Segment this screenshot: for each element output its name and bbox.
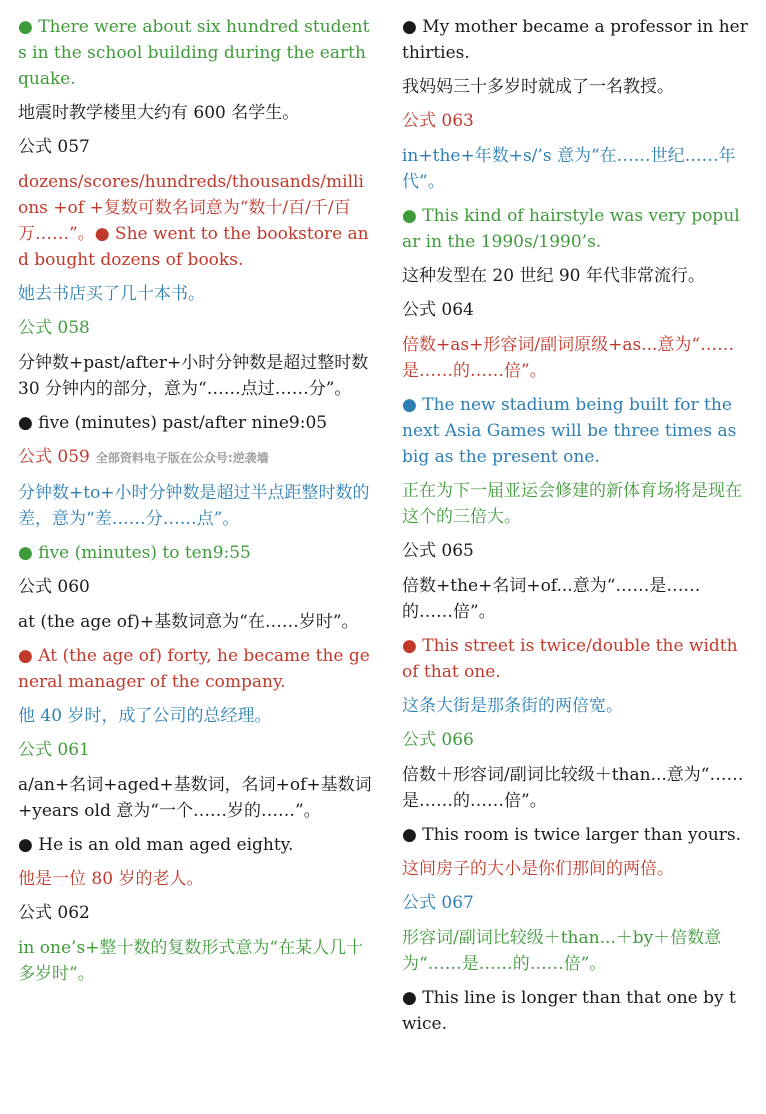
paragraph [402, 332, 748, 384]
paragraph [18, 935, 374, 987]
paragraph-text: 倍数+as+形容词/副词原级+as...意为“……是……的……倍”。 [402, 335, 735, 381]
paragraph-text: ● At (the age of) forty, he became the general manager of the company. [18, 646, 370, 692]
paragraph-text: 倍数＋形容词/副词比较级＋than...意为“……是……的……倍”。 [402, 765, 744, 811]
paragraph [18, 772, 374, 824]
paragraph [18, 169, 374, 273]
paragraph-text: 他是一位 80 岁的老人。 [18, 869, 204, 889]
paragraph-text: 形容词/副词比较级＋than...＋by＋倍数意为“……是……的……倍”。 [402, 928, 722, 974]
paragraph [402, 74, 748, 100]
paragraph-text: 正在为下一届亚运会修建的新体育场将是现在这个的三倍大。 [402, 481, 742, 527]
formula-number: 公式 057 [18, 137, 90, 157]
formula-heading [18, 134, 374, 160]
paragraph [402, 856, 748, 882]
paragraph [402, 14, 748, 66]
paragraph [18, 540, 374, 566]
paragraph-text: 分钟数+to+小时分钟数是超过半点距整时数的差，意为“差……分……点”。 [18, 483, 370, 529]
paragraph [18, 14, 374, 92]
paragraph-text: ● The new stadium being built for the next Asia Games will be three times as big as the present one. [402, 395, 737, 467]
paragraph [18, 609, 374, 635]
paragraph-text: ● My mother became a professor in her thirties. [402, 17, 748, 63]
formula-heading [402, 108, 748, 134]
formula-number: 公式 062 [18, 903, 90, 923]
formula-heading [402, 890, 748, 916]
right-column [402, 14, 748, 1045]
paragraph [18, 643, 374, 695]
paragraph [402, 143, 748, 195]
formula-heading [18, 900, 374, 926]
paragraph-text: ● This room is twice larger than yours. [402, 825, 742, 845]
paragraph-text: in+the+年数+s/’s 意为“在……世纪……年代”。 [402, 146, 736, 192]
paragraph-text: ● He is an old man aged eighty. [18, 835, 294, 855]
paragraph [18, 410, 374, 436]
paragraph-text: ● There were about six hundred students in the school building during the earthquake. [18, 17, 370, 89]
paragraph [402, 693, 748, 719]
paragraph [18, 866, 374, 892]
paragraph-text: ● This kind of hairstyle was very popular in the 1990s/1990’s. [402, 206, 740, 252]
formula-heading [402, 538, 748, 564]
formula-number: 公式 058 [18, 318, 90, 338]
paragraph [402, 203, 748, 255]
paragraph [402, 762, 748, 814]
paragraph [402, 822, 748, 848]
formula-number: 公式 065 [402, 541, 474, 561]
formula-heading [18, 574, 374, 600]
watermark-text: 全部资料电子版在公众号:逆袭墙 [95, 451, 269, 465]
paragraph [402, 392, 748, 470]
paragraph-text: 倍数+the+名词+of...意为“……是……的……倍”。 [402, 576, 701, 622]
formula-number: 公式 066 [402, 730, 474, 750]
paragraph [402, 478, 748, 530]
paragraph-text: ● five (minutes) past/after nine9:05 [18, 413, 328, 433]
paragraph-text: a/an+名词+aged+基数词，名词+of+基数词+years old 意为“一个……岁的……”。 [18, 775, 372, 821]
paragraph [18, 100, 374, 126]
paragraph-text: 这条大街是那条街的两倍宽。 [402, 696, 623, 716]
paragraph [402, 985, 748, 1037]
paragraph [402, 633, 748, 685]
paragraph-text: 这种发型在 20 世纪 90 年代非常流行。 [402, 266, 705, 286]
paragraph-text: 他 40 岁时，成了公司的总经理。 [18, 706, 272, 726]
paragraph-text: ● This line is longer than that one by twice. [402, 988, 736, 1034]
formula-heading [18, 315, 374, 341]
paragraph [402, 263, 748, 289]
formula-heading [402, 297, 748, 323]
paragraph [18, 480, 374, 532]
formula-number: 公式 064 [402, 300, 474, 320]
paragraph-text: 这间房子的大小是你们那间的两倍。 [402, 859, 674, 879]
paragraph-text: in one’s+整十数的复数形式意为“在某人几十多岁时”。 [18, 938, 364, 984]
formula-heading [18, 444, 374, 471]
paragraph [402, 925, 748, 977]
paragraph [18, 350, 374, 402]
formula-number: 公式 060 [18, 577, 90, 597]
formula-number: 公式 063 [402, 111, 474, 131]
paragraph-text: 分钟数+past/after+小时分钟数是超过整时数 30 分钟内的部分，意为“……点过……分”。 [18, 353, 369, 399]
paragraph-text: 我妈妈三十多岁时就成了一名教授。 [402, 77, 674, 97]
formula-number: 公式 059 [18, 447, 90, 467]
formula-heading [402, 727, 748, 753]
paragraph [18, 832, 374, 858]
paragraph-text: at (the age of)+基数词意为“在……岁时”。 [18, 612, 359, 632]
paragraph [18, 281, 374, 307]
paragraph-text: 她去书店买了几十本书。 [18, 284, 205, 304]
paragraph-text: dozens/scores/hundreds/thousands/millions +of +复数可数名词意为“数十/百/千/百万……”。● She went to the bookstore and bought dozens of books. [18, 172, 369, 270]
left-column [18, 14, 374, 995]
paragraph [18, 703, 374, 729]
formula-number: 公式 061 [18, 740, 90, 760]
paragraph-text: ● This street is twice/double the width of that one. [402, 636, 738, 682]
formula-heading [18, 737, 374, 763]
paragraph-text: ● five (minutes) to ten9:55 [18, 543, 251, 563]
paragraph [402, 573, 748, 625]
formula-number: 公式 067 [402, 893, 474, 913]
paragraph-text: 地震时教学楼里大约有 600 名学生。 [18, 103, 300, 123]
